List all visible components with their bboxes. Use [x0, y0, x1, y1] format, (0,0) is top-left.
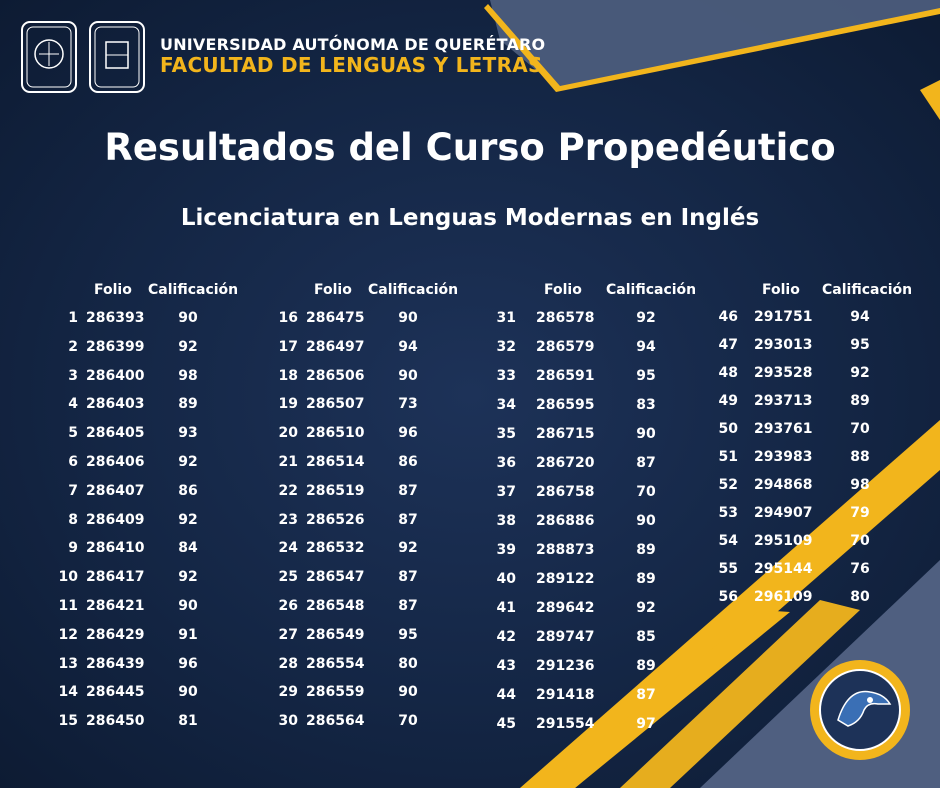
folio-value: 286506: [306, 367, 365, 384]
row-number: 43: [496, 658, 516, 674]
grade-value: 90: [636, 513, 656, 529]
row-number: 29: [278, 684, 298, 701]
grade-value: 96: [398, 425, 418, 442]
folio-value: 293013: [754, 337, 813, 353]
grade-value: 92: [636, 600, 656, 616]
grade-value: 80: [398, 655, 418, 672]
folio-value: 293528: [754, 365, 813, 381]
grade-value: 81: [178, 713, 198, 730]
row-number: 4: [68, 396, 78, 413]
folio-value: 286720: [536, 455, 595, 471]
folio-value: 286429: [86, 626, 145, 643]
row-number: 52: [718, 477, 738, 493]
folio-value: 286510: [306, 425, 365, 442]
grade-value: 89: [636, 658, 656, 674]
grade-value: 87: [398, 569, 418, 586]
row-number: 17: [278, 338, 298, 355]
row-number: 24: [278, 540, 298, 557]
folio-value: 286475: [306, 310, 365, 326]
grade-value: 70: [398, 713, 418, 730]
grade-value: 90: [178, 684, 198, 701]
folio-value: 289122: [536, 571, 595, 587]
grade-value: 92: [178, 454, 198, 470]
row-number: 6: [68, 454, 78, 470]
row-number: 14: [58, 684, 78, 701]
row-number: 21: [278, 454, 298, 470]
grade-value: 70: [850, 533, 870, 549]
grade-value: 95: [398, 626, 418, 643]
folio-header: Folio: [94, 282, 132, 298]
folio-header: Folio: [314, 282, 352, 298]
grade-value: 87: [636, 455, 656, 471]
folio-value: 286409: [86, 511, 145, 528]
grade-value: 91: [178, 626, 198, 643]
university-seal-icon: [20, 20, 78, 94]
row-number: 12: [58, 626, 78, 643]
grade-value: 80: [850, 589, 870, 605]
grade-value: 92: [850, 365, 870, 381]
row-number: 38: [496, 513, 516, 529]
folio-value: 286554: [306, 655, 365, 672]
grade-header: Calificación: [606, 282, 697, 298]
grade-header: Calificación: [148, 282, 239, 298]
folio-value: 286497: [306, 338, 365, 355]
folio-value: 286450: [86, 713, 145, 730]
row-number: 33: [496, 368, 516, 384]
folio-value: 286758: [536, 484, 595, 500]
grade-value: 92: [178, 338, 198, 355]
grade-value: 90: [636, 426, 656, 442]
logos: [20, 20, 146, 94]
grade-header: Calificación: [822, 282, 913, 298]
row-number: 25: [278, 569, 298, 586]
folio-value: 291418: [536, 687, 595, 703]
row-number: 32: [496, 339, 516, 355]
grade-value: 90: [398, 367, 418, 384]
row-number: 31: [496, 310, 516, 326]
grade-value: 88: [850, 449, 870, 465]
page-title: Resultados del Curso Propedéutico: [104, 126, 836, 169]
folio-value: 286421: [86, 598, 145, 614]
row-number: 54: [718, 533, 738, 549]
folio-value: 286445: [86, 684, 145, 701]
folio-value: 286407: [86, 482, 145, 499]
folio-value: 289747: [536, 629, 595, 645]
grade-value: 90: [178, 598, 198, 614]
folio-value: 294868: [754, 477, 813, 493]
folio-value: 289642: [536, 600, 595, 616]
folio-value: 295144: [754, 561, 813, 577]
row-number: 50: [718, 421, 738, 437]
grade-value: 76: [850, 561, 870, 577]
grade-value: 70: [636, 484, 656, 500]
folio-value: 286410: [86, 540, 145, 557]
folio-value: 286526: [306, 511, 365, 528]
row-number: 9: [68, 540, 78, 557]
grade-value: 70: [850, 421, 870, 437]
faculty-seal-icon: [88, 20, 146, 94]
grade-value: 97: [636, 716, 656, 732]
folio-value: 295109: [754, 533, 813, 549]
folio-value: 286393: [86, 310, 145, 326]
row-number: 46: [718, 309, 738, 325]
folio-value: 286519: [306, 482, 365, 499]
folio-value: 286547: [306, 569, 365, 586]
row-number: 47: [718, 337, 738, 353]
grade-value: 85: [636, 629, 656, 645]
folio-value: 291554: [536, 716, 595, 732]
folio-value: 286548: [306, 598, 365, 614]
folio-value: 294907: [754, 505, 813, 521]
grade-value: 94: [850, 309, 870, 325]
row-number: 51: [718, 449, 738, 465]
folio-value: 286578: [536, 310, 595, 326]
row-number: 22: [278, 482, 298, 499]
grade-value: 87: [636, 687, 656, 703]
row-number: 48: [718, 365, 738, 381]
grade-value: 73: [398, 396, 418, 413]
grade-value: 86: [398, 454, 418, 470]
row-number: 53: [718, 505, 738, 521]
row-number: 37: [496, 484, 516, 500]
folio-value: 293983: [754, 449, 813, 465]
row-number: 35: [496, 426, 516, 442]
row-number: 26: [278, 598, 298, 614]
folio-value: 286514: [306, 454, 365, 470]
row-number: 2: [68, 338, 78, 355]
folio-value: 286406: [86, 454, 145, 470]
folio-header: Folio: [762, 282, 800, 298]
grade-value: 90: [398, 310, 418, 326]
results-column-1: [56, 282, 256, 742]
row-number: 42: [496, 629, 516, 645]
grade-value: 89: [850, 393, 870, 409]
grade-value: 92: [398, 540, 418, 557]
row-number: 10: [58, 569, 78, 586]
grade-value: 96: [178, 655, 198, 672]
row-number: 49: [718, 393, 738, 409]
row-number: 30: [278, 713, 298, 730]
folio-value: 286400: [86, 367, 145, 384]
page-subtitle: Licenciatura en Lenguas Modernas en Inglés: [180, 205, 760, 231]
folio-value: 286715: [536, 426, 595, 442]
row-number: 55: [718, 561, 738, 577]
grade-value: 98: [178, 367, 198, 384]
folio-value: 286564: [306, 713, 365, 730]
row-number: 8: [68, 511, 78, 528]
grade-value: 92: [178, 569, 198, 586]
institution-header: [160, 36, 545, 76]
row-number: 16: [278, 310, 298, 326]
grade-value: 95: [850, 337, 870, 353]
grade-value: 84: [178, 540, 198, 557]
row-number: 45: [496, 716, 516, 732]
folio-value: 286559: [306, 684, 365, 701]
folio-value: 291236: [536, 658, 595, 674]
mascot-badge: [808, 658, 912, 762]
folio-value: 286507: [306, 396, 365, 413]
grade-value: 94: [636, 339, 656, 355]
grade-value: 90: [398, 684, 418, 701]
row-number: 19: [278, 396, 298, 413]
row-number: 3: [68, 367, 78, 384]
grade-value: 90: [178, 310, 198, 326]
grade-value: 89: [178, 396, 198, 413]
folio-value: 286439: [86, 655, 145, 672]
grade-value: 89: [636, 571, 656, 587]
grade-value: 87: [398, 598, 418, 614]
row-number: 11: [58, 598, 78, 614]
folio-value: 286886: [536, 513, 595, 529]
folio-value: 291751: [754, 309, 813, 325]
university-name: UNIVERSIDAD AUTÓNOMA DE QUERÉTARO: [160, 35, 546, 54]
grade-header: Calificación: [368, 282, 459, 298]
row-number: 15: [58, 713, 78, 730]
folio-value: 286595: [536, 397, 595, 413]
grade-value: 94: [398, 338, 418, 355]
grade-value: 98: [850, 477, 870, 493]
row-number: 18: [278, 367, 298, 384]
folio-value: 286399: [86, 338, 145, 355]
grade-value: 92: [636, 310, 656, 326]
row-number: 13: [58, 655, 78, 672]
results-column-2: [276, 282, 476, 742]
row-number: 7: [68, 482, 78, 499]
row-number: 1: [68, 310, 78, 326]
grade-value: 79: [850, 505, 870, 521]
grade-value: 95: [636, 368, 656, 384]
folio-value: 286532: [306, 540, 365, 557]
row-number: 34: [496, 397, 516, 413]
row-number: 56: [718, 589, 738, 605]
folio-value: 286549: [306, 626, 365, 643]
grade-value: 89: [636, 542, 656, 558]
folio-value: 296109: [754, 589, 813, 605]
folio-value: 286591: [536, 368, 595, 384]
row-number: 28: [278, 655, 298, 672]
folio-value: 293761: [754, 421, 813, 437]
row-number: 36: [496, 455, 516, 471]
grade-value: 86: [178, 482, 198, 499]
grade-value: 87: [398, 511, 418, 528]
results-column-3: [494, 282, 697, 742]
row-number: 40: [496, 571, 516, 587]
row-number: 23: [278, 511, 298, 528]
grade-value: 93: [178, 425, 198, 442]
row-number: 39: [496, 542, 516, 558]
grade-value: 87: [398, 482, 418, 499]
row-number: 20: [278, 425, 298, 442]
folio-value: 286417: [86, 569, 145, 586]
folio-value: 293713: [754, 393, 813, 409]
folio-value: 286405: [86, 425, 145, 442]
folio-value: 288873: [536, 542, 595, 558]
row-number: 5: [68, 425, 78, 442]
row-number: 41: [496, 600, 516, 616]
folio-header: Folio: [544, 282, 582, 298]
faculty-name: FACULTAD DE LENGUAS Y LETRAS: [160, 52, 543, 77]
grade-value: 92: [178, 511, 198, 528]
grade-value: 83: [636, 397, 656, 413]
row-number: 44: [496, 687, 516, 703]
row-number: 27: [278, 626, 298, 643]
folio-value: 286579: [536, 339, 595, 355]
folio-value: 286403: [86, 396, 145, 413]
